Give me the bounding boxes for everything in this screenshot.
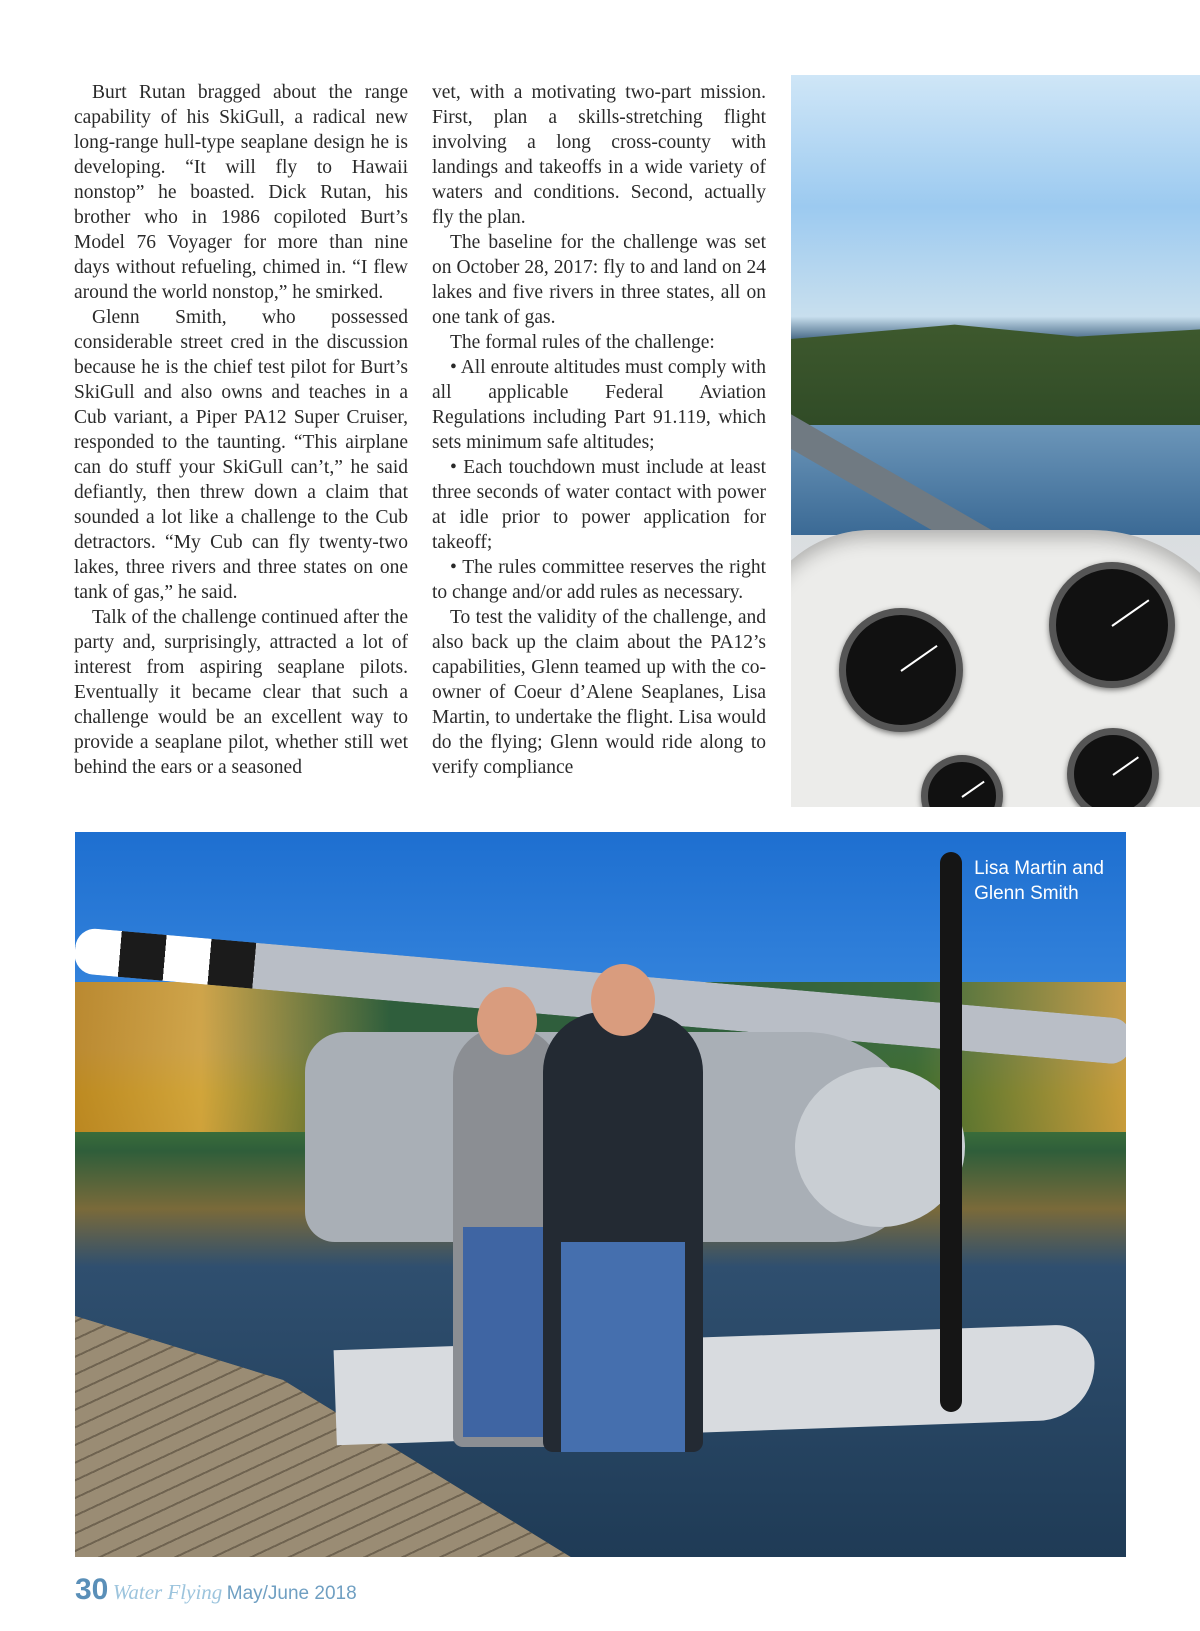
photo-float xyxy=(334,1324,1097,1445)
rule-bullet: • All enroute altitudes must comply with all applicable Federal Aviation Regulations including Part 91.119, which sets minimum safe altitudes; xyxy=(432,357,766,453)
photo-propeller xyxy=(940,852,962,1412)
instrument-panel xyxy=(791,530,1200,807)
photo-hills xyxy=(791,315,1200,435)
photo-caption xyxy=(974,856,1104,906)
lisa-glenn-photo xyxy=(75,832,1126,1557)
paragraph: The baseline for the challenge was set on October 28, 2017: fly to and land on 24 lakes and five rivers in three states, all on one tank of gas. xyxy=(432,232,766,328)
issue-date: May/June 2018 xyxy=(226,1583,357,1604)
caption-line: Glenn Smith xyxy=(974,883,1079,904)
paragraph: Glenn Smith, who possessed considerable street cred in the discussion because he is the chief test pilot for Burt’s SkiGull and also owns and teaches in a Cub variant, a Piper PA12 Super Cruiser, responded to the taunting. “This airplane can do stuff your SkiGull can’t,” he said defiantly, then threw down a claim that sounded a lot like a challenge to the Cub detractors. “My Cub can fly twenty-two lakes, three rivers and three states on one tank of gas,” he said. xyxy=(74,307,408,603)
article-column-2 xyxy=(432,80,766,780)
caption-line: Lisa Martin and xyxy=(974,858,1104,879)
attitude-gauge-icon xyxy=(1049,562,1175,688)
paragraph: vet, with a motivating two-part mission. First, plan a skills-stretching flight involving a long cross-county with landings and takeoffs in a wide variety of waters and conditions. Second, actually fly the plan. xyxy=(432,82,766,228)
paragraph: Burt Rutan bragged about the range capability of his SkiGull, a radical new long-range hull-type seaplane design he is developing. “It will fly to Hawaii nonstop” he boasted. Dick Rutan, his brother who in 1986 copiloted Burt’s Model 76 Voyager for more than nine days without refueling, chimed in. “I flew around the world nonstop,” he smirked. xyxy=(74,82,408,303)
oil-pressure-gauge-icon xyxy=(1067,728,1159,807)
page-footer xyxy=(75,1573,357,1607)
rule-bullet: • The rules committee reserves the right to change and/or add rules as necessary. xyxy=(432,557,766,603)
cockpit-photo xyxy=(791,75,1200,807)
paragraph: The formal rules of the challenge: xyxy=(450,332,715,353)
temperature-gauge-icon xyxy=(921,755,1003,807)
page-number: 30 xyxy=(75,1573,109,1606)
paragraph: Talk of the challenge continued after the party and, surprisingly, attracted a lot of interest from aspiring seaplane pilots. Eventually it became clear that such a challenge would be an excellent way to provide a seaplane pilot, whether still wet behind the ears or a seasoned xyxy=(74,607,408,778)
paragraph: To test the validity of the challenge, and also back up the claim about the PA12’s capabilities, Glenn teamed up with the co-owner of Coeur d’Alene Seaplanes, Lisa Martin, to undertake the flight. Lisa would do the flying; Glenn would ride along to verify compliance xyxy=(432,607,766,778)
magazine-name: Water Flying xyxy=(112,1580,223,1604)
person-glenn xyxy=(543,1012,703,1452)
rule-bullet: • Each touchdown must include at least three seconds of water contact with power at idle prior to power application for takeoff; xyxy=(432,457,766,553)
airspeed-gauge-icon xyxy=(839,608,963,732)
article-column-1 xyxy=(74,80,408,780)
